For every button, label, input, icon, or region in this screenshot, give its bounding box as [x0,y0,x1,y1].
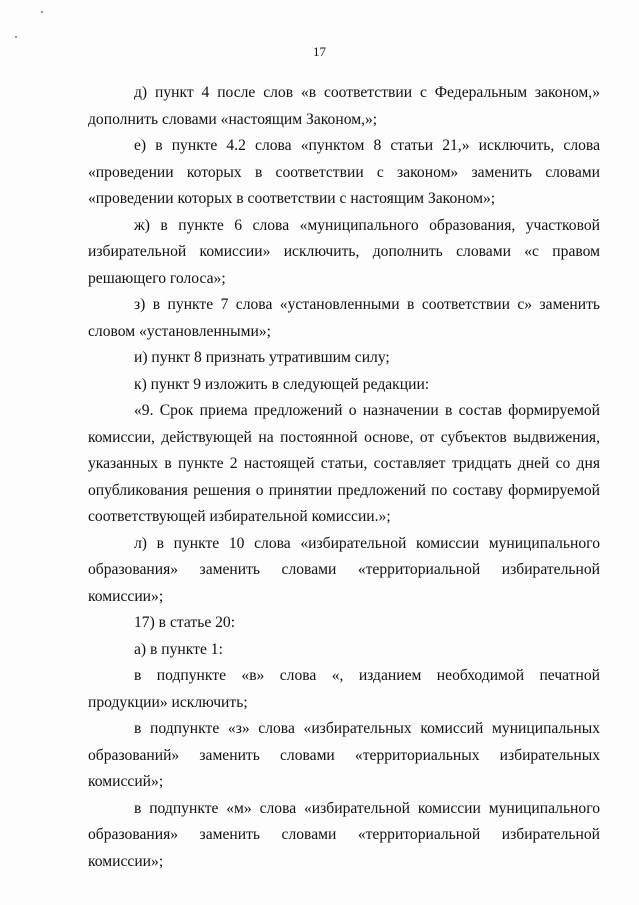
document-body [88,80,600,875]
paragraph-quote-9: «9. Срок приема предложений о назначении в состав формируемой комиссии, действующей на постоянной основе, от субъектов выдвижения, указанных в пункте 2 настоящей статьи, составляет тридцать дней со дня опубликования решения о принятии предложений по составу формируемой соответствующей избирательной комиссии.»; [88,402,600,525]
paragraph-i: и) пункт 8 признать утратившим силу; [134,349,390,366]
paragraph-k: к) пункт 9 изложить в следующей редакции: [134,375,430,393]
paragraph-17: 17) в статье 20: [134,614,236,631]
page-number: 17 [313,44,326,59]
paragraph-z: з) в пункте 7 слова «установленными в соответствии с» заменить словом «установленными»; [88,296,600,340]
paragraph-l: л) в пункте 10 слова «избирательной комиссии муниципального образования» заменить словами «территориальной избирательной комиссии»; [88,534,600,605]
paragraph-sub-z: в подпункте «з» слова «избирательных комиссий муниципальных образований» заменить словами «территориальных избирательных комиссий»; [88,720,600,790]
paragraph-sub-v: в подпункте «в» слова «, изданием необходимой печатной продукции» исключить; [88,667,600,711]
scan-speck [15,36,17,38]
paragraph-a: а) в пункте 1: [134,640,223,658]
paragraph-sub-m: в подпункте «м» слова «избирательной комиссии муниципального образования» заменить словами «территориальной избирательной комиссии»; [88,799,600,870]
scan-speck [41,11,43,13]
paragraph-e: е) в пункте 4.2 слова «пунктом 8 статьи 21,» исключить, слова «проведении которых в соответствии с законом» заменить словами «проведении которых в соответствии с настоящим Законом»; [88,137,600,207]
paragraph-zh: ж) в пункте 6 слова «муниципального образования, участковой избирательной комиссии» исключить, дополнить словами «с правом решающего голоса»; [88,216,600,287]
paragraph-d: д) пункт 4 после слов «в соответствии с Федеральным законом,» дополнить словами «настоящим Законом,»; [88,84,600,128]
